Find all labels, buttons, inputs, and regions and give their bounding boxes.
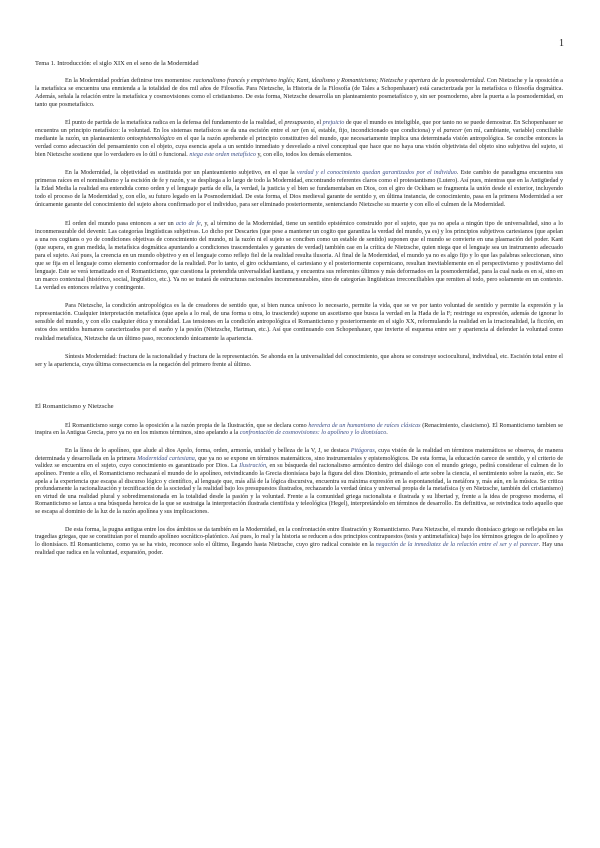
text-run: . Hay una realidad que radica en la voluntad, expansión, poder. [35,541,563,556]
text-run: Para Nietzsche, la condición antropológica es la de creadores de sentido que, si bien nunca unívoco lo necesario, permite la vida, que se ve por tanto voluntad de sentido y permite la expresión y la representación. Cualquier interpretación metafísica (que apela a lo real, de una forma u otra, lo trasciende) supone un ascetismo que busca la verdad en la Hada de la F; restringe su expresión, además de ignorar lo sensible del mundo, y con ello cualquier ética y moralidad. Las tensiones en la condición antropológica el Romanticismo y posteriormente en el siglo XX, reformulando la realidad en la irracionalidad, la ficción, en estos dos sentidos humanos caracterizados por el sueño y la pesión (Nietzsche, Hartman, etc.). Así que continuando con Schopenhauer, que invierte el esquema entre ser y apariencia al defender la voluntad como realidad metafísica, Nietzsche da un último paso, reconociendo únicamente la apariencia. [35,303,563,342]
text-run: (Renacimiento, clasicismo). El Romanticismo tambien se inspira en la Antigua Grecia, pero ya no en los mismos términos, sino apelando a la [35,422,563,437]
text-run: En la Modernidad podrían definirse tres momentos: [65,77,194,84]
text-run: , en su búsqueda del racionalismo armónico dentro del diálogo con el mundo griego, pedirá considerar el culmen de lo apolíneo. Frente a ello, el Romanticismo rechazará el mundo de lo apolíneo, reivindicando la Grecia dionisíaca bajo la figura del dios Dionisio, primando el arte sobre la ciencia, el sentimiento sobre la razón, etc. Se apela a la experiencia que escapa al discurso lógico y científico, al lenguaje que, más allá de la lógica discursiva, encuentra su máxima expresión en la espontaneidad, la metáfora y, más aún, en la música. Se critica profundamente la racionalización y tecnificación de la sociedad y la realidad bajo los presupuestos ilustrados, rechazando la verdad única y universal propia de la metafísica (y en Nietzsche, también del cristianismo) en virtud de una realidad plural y sobredimensionada en la totalidad desde la pasión y la voluntad. Frente a la comunidad griega racionalista e ilustrada y su libertad y, frente a la idea de progreso moderna, el Romanticismo se lanza a una búsqueda heroica de la que se sustraiga la interpretación ilustrada cientifista y teleológica (Hegel), interpretándolo en términos de desarrollo. En definitiva, se reivindica todo aquello que se escapa al dominio de la luz de la razón apolínea y sus implicaciones. [35,463,563,515]
chapter-heading: Tema 1. Introducción: el siglo XIX en el seno de la Modernidad [35,60,199,67]
text-run: El punto de partida de la metafísica radica en la defensa del fundamento de la realidad, el [65,119,285,126]
text-run: en el que la razón aprehende el principio constitutivo del mundo, que necesariamente implica una determinada visión antropológica. Se concibe entonces la verdad como adecuación del pensamiento con el objeto, cuya esencia apela a un sentido inmediato y desvelado a nivel conceptual que hace que no haya una visión objetivista del objeto sino subjetiva del sujeto, si bien Nietzsche sostiene que lo verdadero es lo útil o funcional. [35,135,563,159]
highlighted-text: Pitágoras [350,448,375,455]
highlighted-text: confrontación de cosmovisiones: lo apolíneo y lo dionisíaco [239,430,387,437]
text-run: El Romanticismo surge como la oposición a la razón propia de la Ilustración, que se declara como [65,422,309,429]
paragraph [35,169,563,209]
text-run: De esta forma, la pugna antigua entre los dos ámbitos se da también en la Modernidad, en la confrontación entre Ilustración y Romanticismo. Para Nietzsche, el mundo dionisíaco griego se reflejaba en las tragedias griegas, que se constituían por el mundo apolíneo socrático-platónico. Así pues, lo real y la historia se reducen a dos principios contrapuestos (tesis y antimetafísica) bajo los términos griegos de lo apolíneo y lo dionisíaco. El Romanticismo, como ya se ha visto, reconoce solo el último, llegando hasta Nietzsche, cuyo giro radical consiste en la [35,526,563,548]
paragraph [35,423,563,438]
highlighted-text: verdad y el conocimiento quedan garantizados por el individuo [296,170,457,177]
page-number: 1 [559,38,564,49]
text-run: En la Modernidad, la objetividad es sustituida por un planteamiento subjetivo, en el que la [65,170,297,177]
text-run: Síntesis Modernidad: fractura de la racionalidad y fractura de la representación. Se ahonda en la universalidad del conocimiento, que ahora se construye sociocultural, individual, etc. Escisión total entre el ser y la apariencia, cuya última consecuencia es la negación del primero frente al último. [35,353,563,368]
text-run: , y, al término de la Modernidad, tiene un sentido epistémico construido por el sujeto, que ya no apela a ningún tipo de universalidad, sino a lo inconmensurable del devenir. Las categorías lingüísticas subjetivas. Lo dicho por Descartes (que pese a mantener un cogito que garantiza la verdad del mundo, ya es) y los principios subjetivos cartesianos (que apelan a una res cogitans o yo de condiciones objetivas de conocimiento del mundo, ni la razón ni el sujeto se conciben como un estable de sentido) suponen que el mundo se convierte en una plasmación del poder. Kant (que supera, en gran medida, la metafísica dogmática apuntando a condiciones trascendentales y garantes de verdad) también cae en la crítica de Nietzsche, quien niega que el lenguaje sea un instrumento adecuado para el sujeto. Así pues, la creencia en un mundo objetivo y en el lenguaje como reflejo fiel de la realidad resulta ilusoria. Al final de la Modernidad, el mundo ya no es algo fijo y lo que las palabras seleccionan, sino que se fija en el lenguaje como elemento conformador de la realidad. Por lo tanto, el giro ockhamiano, el cartesiano y el posteriormente copernicano, resultan inevitablemente en el perspectivismo y positivismo del lenguaje. Este se verá tematizado en el Romanticismo, que cuestiona la pretendida universalidad kantiana, y encuentra sus referentes últimos y más deformados en la posmodernidad, para la cual nada es en sí, sino en un marco contextual (histórico, social, lingüístico, etc.). Ya no se tratará de estructuras racionales inconmensurables, sino de categorías lingüísticas irreconciliables que remiten al todo, pero solamente en un contexto. La verdad es entonces relativa y contingente. [35,220,563,292]
text-run: , el [313,119,323,126]
highlighted-text: heredera de un humanismo de raíces clásicas [308,422,421,429]
text-run: . Este cambio de paradigma encuentra sus primeras raíces en el nominalismo y la escisión de fe y razón, y se despliega a lo largo de todo la Modernidad, encontrando referentes claros como el protestantismo (Lutero). Así pues, mientras que en la Antigüedad y la Edad Media la realidad era entendida como orden y el lenguaje partía de ella, la verdad, la justicia y el bien se fundamentaban en Dios, con el giro de Ockham se fragmenta la unión desde el exterior, incluyendo todo el proceso de la Modernidad y, con ello, su futuro legado en la Posmodernidad. De esta forma, el Dios medieval garante de sentido y, en última instancia, de conocimiento, pasa en la primera Modernidad a ser únicamente garante del conocimiento del sujeto ahora confirmado por el individuo, para ser eliminado posteriormente, sentenciando Nietzsche su muerte y con ello el culmen de la Modernidad. [35,170,563,209]
section-title: El Romanticismo y Nietzsche [35,402,114,410]
text-run: , cuya visión de la realidad en términos matemáticos se observa, de manera determinada y desarrollada en la primera [35,448,563,462]
highlighted-text: negación de la inmediatez de la relación entre el ser y el parecer [375,541,539,548]
highlighted-text: Modernidad cartesiana [137,455,195,462]
text-run: de que el mundo es inteligible, que por tanto no se puede demostrar. En Schopenhauer se encuentra un principio metafísico: la voluntad. En los sistemas metafísicos se da una escisión entre el [35,119,563,134]
text-run: , que ya no se expone en términos matemáticos, sino instrumentales y epistemológicos. De esta forma, la educación carece de sentido, y el criterio de validez se encuentra en el sujeto, cuyo conocimiento es garantizado por Dios. La [35,455,563,470]
italic-text: presupuesto [284,119,314,126]
text-run: . [386,430,388,437]
paragraph [35,527,563,557]
highlighted-text: prejuicio [322,119,345,126]
paragraph [35,353,563,369]
text-run: y, con ello, todos los demás elementos. [255,152,353,159]
paragraph [35,77,563,109]
paragraph [35,220,563,292]
highlighted-text: Ilustración [239,463,267,470]
section-romanticism [35,423,563,557]
text-run: (en mí, cambiante, variable) conciliable mediante la razón, un planteamiento [35,127,563,142]
italic-text: racionalismo francés y empirismo inglés; Kant, idealismo y Romanticismo; Nietzsche y apertura de la posmodernidad [193,77,484,84]
text-run: . Con Nietzsche y la oposición a la metafísica se encuentra una enmienda a la totalidad de dos mil años de Filosofía. Para Nietzsche, la Historia de la Filosofía (de Tales a Schopenhauer) está caracterizada por la metafísica o filosofía dogmática. Además, señala la relación entre la metafísica y cosmovisiones como el cristianismo. De esta forma, Nietzsche desarrolla un planteamiento posmetafísico y, sin ser posmoderno, abre la puerta a la posmodernidad, en tanto que posmetafísico. [35,77,564,108]
text-run: (en sí, estable, fijo, incondicionado que condiciona) y el [298,127,444,134]
paragraph [35,302,563,342]
italic-text: ontoepistemológico [126,135,175,142]
text-run: En la línea de lo apolíneo, que alude al dios Apolo, forma, orden, armonía, unidad y belleza de la V, J, se destaca [65,448,351,455]
document-body [35,60,563,567]
highlighted-text: niega este orden metafísico [189,152,256,159]
paragraph [35,119,563,159]
text-run: El orden del mundo pasa entonces a ser un [65,220,176,227]
highlighted-text: acto de fe [175,220,201,227]
section-intro [35,77,563,369]
italic-text: parecer [443,127,463,134]
italic-text: ser [291,127,299,134]
paragraph [35,448,563,516]
